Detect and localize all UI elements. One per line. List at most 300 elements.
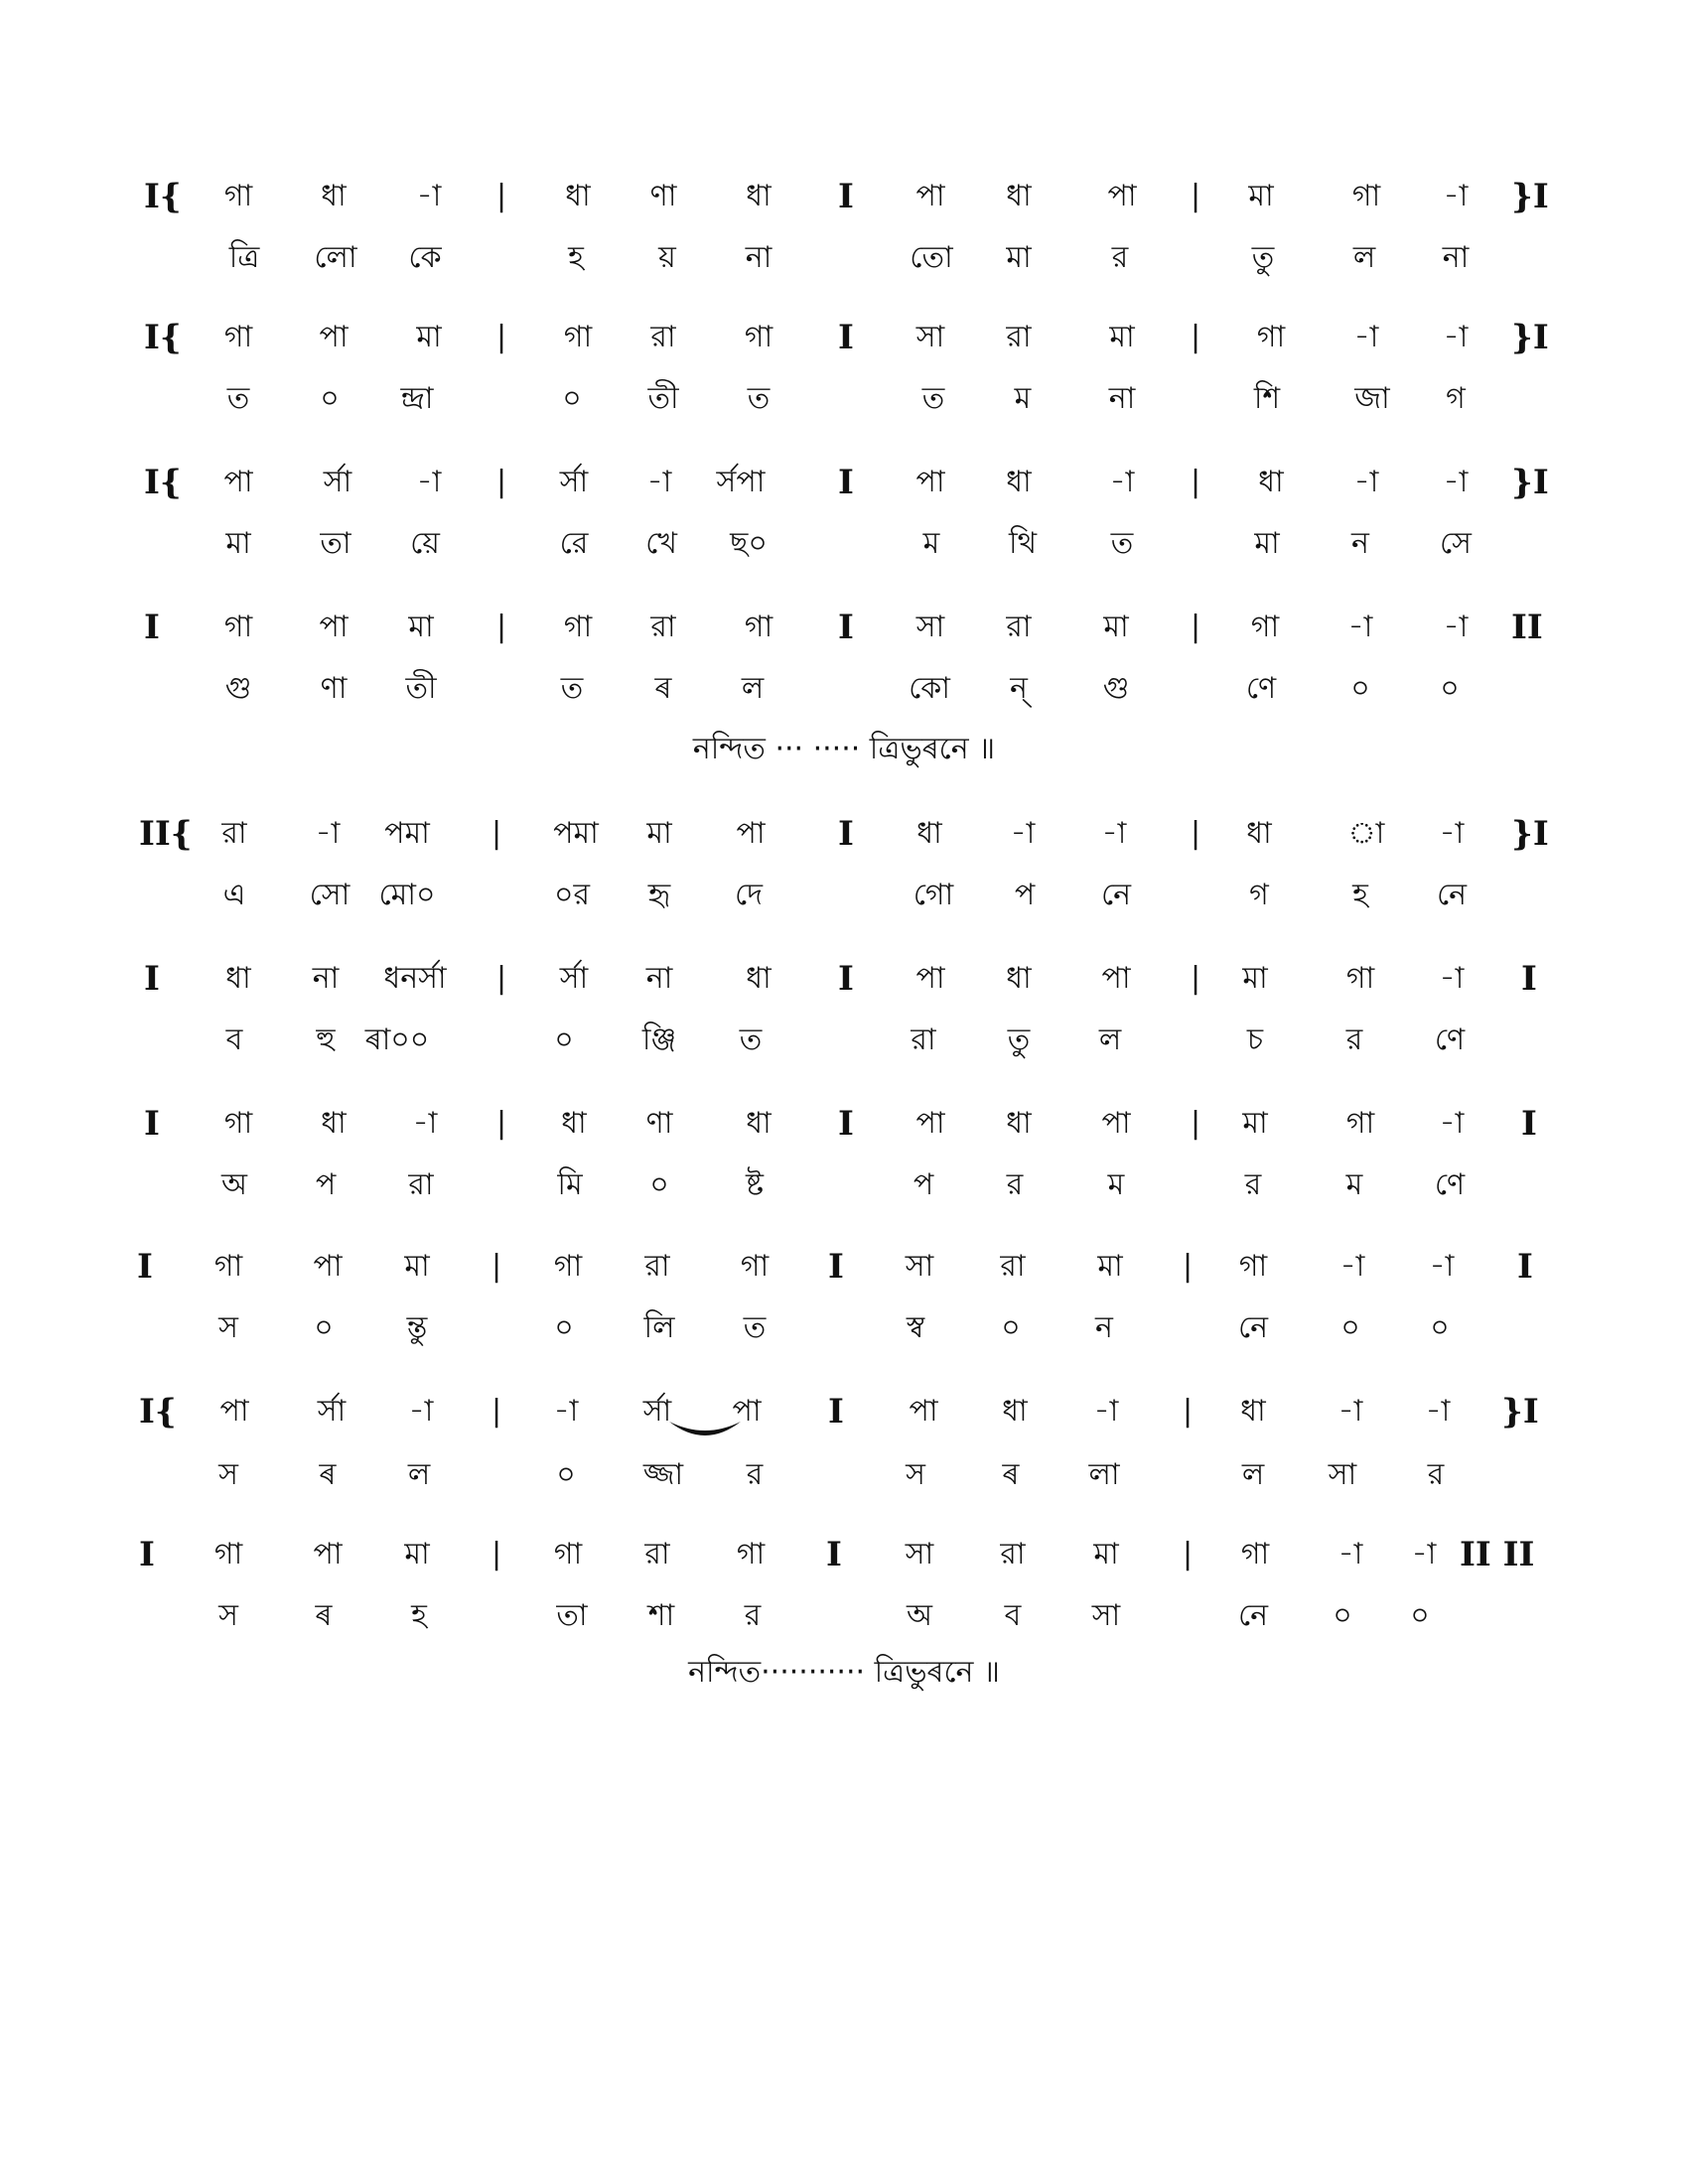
note: গা (213, 1249, 243, 1284)
beat-bar: | (1190, 1106, 1201, 1141)
lyric-syllable: ম (1107, 1167, 1125, 1202)
note: ধা (1240, 1394, 1266, 1429)
note: ধা (1002, 1394, 1028, 1429)
lyric-syllable: ০র (553, 878, 590, 912)
lyric-row (0, 1011, 1688, 1070)
section-end-bar: }I (1511, 814, 1549, 854)
note: পা (732, 1394, 762, 1429)
note: -া (1439, 816, 1465, 851)
beat-bar: | (495, 179, 507, 213)
beat-bar: | (495, 610, 507, 644)
lyric-syllable: ত (921, 381, 945, 416)
note: -া (1353, 320, 1379, 354)
note: গা (1238, 1249, 1268, 1284)
lyric-syllable: অ (907, 1598, 932, 1633)
note: পা (1101, 961, 1131, 996)
note: -া (1347, 610, 1373, 644)
lyric-syllable: রা (911, 1023, 936, 1057)
refrain-line: নন্দিত··········· ত্রিভুৰনে ॥ (688, 1655, 1000, 1690)
note: পমা (553, 816, 599, 851)
lyric-syllable: ০ (554, 1023, 574, 1057)
lyric-syllable: ম (1014, 381, 1032, 416)
lyric-syllable: ত (743, 1310, 767, 1345)
lyric-syllable: জা (1354, 381, 1390, 416)
note: ধা (746, 1106, 772, 1141)
note: -া (1429, 1249, 1455, 1284)
lyric-syllable: ৰ (654, 671, 672, 706)
note: সা (915, 320, 945, 354)
section-start-bar: I{ (144, 177, 182, 216)
beat-bar: | (1190, 320, 1201, 354)
note-row (0, 949, 1688, 1009)
note: ণা (645, 1106, 673, 1141)
lyric-syllable: মা (225, 526, 251, 561)
lyric-syllable: র (744, 1598, 762, 1633)
note: গা (563, 320, 593, 354)
note: পা (319, 320, 349, 354)
note: রা (1000, 1537, 1026, 1571)
note: র্সা (317, 1394, 347, 1429)
lyric-syllable: ০ (314, 1310, 334, 1345)
lyric-syllable: ল (1098, 1023, 1122, 1057)
lyric-syllable: প (913, 1167, 934, 1202)
note: -া (1443, 320, 1469, 354)
section-end-bar: II (1511, 608, 1543, 647)
lyric-syllable: ০ (1001, 1310, 1021, 1345)
lyric-syllable: তা (320, 526, 352, 561)
section-start-bar: I (144, 1104, 160, 1144)
lyric-syllable: কো (909, 671, 950, 706)
lyric-syllable: ত (226, 381, 250, 416)
note: গা (223, 610, 253, 644)
lyric-syllable: য় (658, 240, 676, 275)
note: ধা (746, 961, 772, 996)
note: গা (744, 610, 774, 644)
note: মা (646, 816, 672, 851)
lyric-syllable: ০ (562, 381, 582, 416)
lyric-syllable: র (1006, 1167, 1024, 1202)
lyric-syllable: ম (1345, 1167, 1363, 1202)
note: পা (313, 1537, 343, 1571)
note: র্সা (559, 961, 589, 996)
note: গা (1240, 1537, 1270, 1571)
lyric-syllable: ৰ (1002, 1457, 1020, 1492)
section-end-bar: }I (1511, 177, 1549, 216)
lyric-syllable: ত (747, 381, 771, 416)
note: রা (650, 320, 676, 354)
lyric-syllable: নে (1237, 1310, 1269, 1345)
section-start-bar: I (144, 608, 160, 647)
note: -া (1411, 1537, 1437, 1571)
lyric-syllable: ত (1110, 526, 1134, 561)
beat-bar: | (495, 320, 507, 354)
note: পমা (384, 816, 430, 851)
lyric-syllable: র (746, 1457, 764, 1492)
note: মা (1248, 179, 1274, 213)
lyric-syllable: সা (1328, 1457, 1357, 1492)
note: গা (223, 320, 253, 354)
measure-bar: I (838, 177, 854, 216)
note: -া (1443, 610, 1469, 644)
note: -া (412, 1106, 438, 1141)
note: -া (315, 816, 341, 851)
note: -া (1439, 1106, 1465, 1141)
note: পা (736, 816, 766, 851)
lyric-syllable: সো (309, 878, 351, 912)
lyric-syllable: ০ (649, 1167, 669, 1202)
note: র্সপা (716, 465, 766, 499)
note: রা (644, 1537, 670, 1571)
section-end-bar: I (1517, 1247, 1533, 1287)
measure-bar: I (838, 608, 854, 647)
note: -া (553, 1394, 579, 1429)
section-start-bar: II{ (139, 814, 193, 854)
lyric-syllable: মা (1006, 240, 1032, 275)
lyric-syllable: চ (1246, 1023, 1264, 1057)
lyric-syllable: স (218, 1457, 238, 1492)
lyric-syllable: মো০ (378, 878, 436, 912)
lyric-syllable: রা (408, 1167, 434, 1202)
lyric-syllable: নে (1100, 878, 1132, 912)
note: -া (1443, 465, 1469, 499)
note: ধা (1006, 465, 1032, 499)
lyric-syllable: জ্জা (642, 1457, 684, 1492)
lyric-syllable: শি (1253, 381, 1281, 416)
note: রা (644, 1249, 670, 1284)
lyric-syllable: ০ (1440, 671, 1460, 706)
note: -া (1109, 465, 1135, 499)
note: পা (915, 465, 945, 499)
lyric-syllable: লি (643, 1310, 675, 1345)
note: মা (1242, 961, 1268, 996)
note: পা (219, 1394, 249, 1429)
lyric-syllable: ০ (320, 381, 340, 416)
note: মা (1109, 320, 1135, 354)
lyric-syllable: গু (224, 671, 252, 706)
note: গা (744, 320, 774, 354)
note: গা (1351, 179, 1381, 213)
note: গা (1250, 610, 1280, 644)
note: রা (1000, 1249, 1026, 1284)
beat-bar: | (491, 1537, 502, 1571)
beat-bar: | (1182, 1394, 1194, 1429)
section-start-bar: I (144, 959, 160, 999)
note: গা (736, 1537, 766, 1571)
note: পা (915, 1106, 945, 1141)
note: রা (1006, 320, 1032, 354)
lyric-syllable: হৃ (647, 878, 671, 912)
beat-bar: | (495, 961, 507, 996)
lyric-syllable: কে (408, 240, 442, 275)
note: গা (223, 1106, 253, 1141)
measure-bar: I (826, 1535, 842, 1574)
lyric-syllable: র (1111, 240, 1129, 275)
lyric-syllable: মা (1254, 526, 1280, 561)
lyric-syllable: ণা (320, 671, 348, 706)
note-row (0, 1525, 1688, 1584)
note: গা (740, 1249, 770, 1284)
lyric-syllable: য়ে (410, 526, 440, 561)
note: গা (553, 1537, 583, 1571)
lyric-syllable: না (1442, 240, 1470, 275)
lyric-syllable: ত (739, 1023, 763, 1057)
note: া (1347, 816, 1385, 851)
section-start-bar: I{ (139, 1392, 177, 1432)
lyric-syllable: ল (1352, 240, 1376, 275)
note: গা (1345, 1106, 1375, 1141)
note: না (312, 961, 340, 996)
note: -া (1353, 465, 1379, 499)
note: সা (905, 1249, 934, 1284)
note: গা (553, 1249, 583, 1284)
lyric-row (0, 1298, 1688, 1358)
lyric-syllable: ছ০ (730, 526, 768, 561)
note: র্সা (642, 1394, 672, 1429)
note: ধা (1258, 465, 1284, 499)
lyric-syllable: না (745, 240, 773, 275)
note: মা (1093, 1537, 1119, 1571)
lyric-syllable: স (218, 1598, 238, 1633)
note: গা (1345, 961, 1375, 996)
note: মা (404, 1537, 430, 1571)
note: র্সা (559, 465, 589, 499)
lyric-syllable: ন্দ্রা (400, 381, 434, 416)
note: গা (213, 1537, 243, 1571)
lyric-syllable: হ (1352, 878, 1368, 912)
lyric-syllable: তী (405, 671, 437, 706)
note: -া (408, 1394, 434, 1429)
lyric-syllable: ণে (1434, 1023, 1466, 1057)
lyric-syllable: ণে (1245, 671, 1277, 706)
measure-bar: I (838, 463, 854, 502)
note-row (0, 598, 1688, 657)
lyric-row (0, 369, 1688, 429)
lyric-syllable: প (315, 1167, 337, 1202)
lyric-row (0, 659, 1688, 719)
note-row (0, 1094, 1688, 1154)
lyric-syllable: ০ (1410, 1598, 1430, 1633)
section-end-bar: I (1521, 959, 1537, 999)
lyric-syllable: রে (559, 526, 589, 561)
lyric-row (0, 228, 1688, 288)
lyric-syllable: ব (1004, 1598, 1022, 1633)
note-row (0, 1382, 1688, 1441)
note: -া (1337, 1394, 1363, 1429)
note-row (0, 167, 1688, 226)
lyric-syllable: তু (1251, 240, 1275, 275)
beat-bar: | (1190, 961, 1201, 996)
note: রা (221, 816, 247, 851)
beat-bar: | (495, 1106, 507, 1141)
note: ধা (1006, 1106, 1032, 1141)
beat-bar: | (1190, 465, 1201, 499)
lyric-syllable: ০ (1333, 1598, 1352, 1633)
lyric-syllable: গু (1102, 671, 1130, 706)
note: পা (1107, 179, 1137, 213)
note: ধা (565, 179, 591, 213)
lyric-syllable: ণে (1434, 1167, 1466, 1202)
note: মা (1242, 1106, 1268, 1141)
lyric-syllable: ০ (1350, 671, 1370, 706)
lyric-syllable: নে (1436, 878, 1468, 912)
note: -া (1425, 1394, 1451, 1429)
note: -া (1101, 816, 1127, 851)
lyric-syllable: নে (1237, 1598, 1269, 1633)
lyric-syllable: শা (647, 1598, 675, 1633)
lyric-syllable: তী (647, 381, 679, 416)
lyric-row (0, 1156, 1688, 1215)
lyric-syllable: প (1014, 878, 1036, 912)
measure-bar: I (828, 1392, 844, 1432)
section-end-bar: II II (1460, 1535, 1535, 1574)
lyric-syllable: গ (1249, 878, 1269, 912)
lyric-syllable: ৰ (315, 1598, 333, 1633)
lyric-syllable: হ (568, 240, 584, 275)
note: মা (416, 320, 442, 354)
measure-bar: I (828, 1247, 844, 1287)
note: ধা (1006, 179, 1032, 213)
refrain-line: নন্দিত ··· ····· ত্রিভুৰনে ॥ (692, 732, 996, 766)
lyric-syllable: ৰ (319, 1457, 337, 1492)
note-row (0, 453, 1688, 512)
lyric-syllable: সা (1091, 1598, 1121, 1633)
lyric-syllable: ০ (1430, 1310, 1450, 1345)
lyric-syllable: ন (1351, 526, 1369, 561)
lyric-syllable: ল (1241, 1457, 1265, 1492)
note: মা (404, 1249, 430, 1284)
beat-bar: | (1182, 1249, 1194, 1284)
lyric-syllable: ০ (554, 1310, 574, 1345)
beat-bar: | (491, 1394, 502, 1429)
lyric-syllable: ন্তু (406, 1310, 428, 1345)
note: না (645, 961, 673, 996)
lyric-syllable: র (1427, 1457, 1445, 1492)
lyric-syllable: এ (222, 878, 246, 912)
lyric-syllable: ০ (556, 1457, 576, 1492)
lyric-syllable: স (906, 1457, 925, 1492)
note: ধা (916, 816, 942, 851)
beat-bar: | (491, 1249, 502, 1284)
lyric-syllable: তু (1007, 1023, 1031, 1057)
lyric-syllable: লো (314, 240, 357, 275)
beat-bar: | (491, 816, 502, 851)
lyric-syllable: ত্রি (228, 240, 260, 275)
note: ধনর্সা (383, 961, 447, 996)
section-end-bar: }I (1511, 318, 1549, 357)
note: -া (1339, 1249, 1365, 1284)
beat-bar: | (1190, 816, 1201, 851)
lyric-syllable: থি (1008, 526, 1037, 561)
note: পা (223, 465, 253, 499)
lyric-syllable: গো (913, 878, 954, 912)
lyric-syllable: লা (1088, 1457, 1120, 1492)
section-end-bar: }I (1511, 463, 1549, 502)
note: ধা (321, 1106, 347, 1141)
note: ধা (1006, 961, 1032, 996)
lyric-syllable: ন্ (1010, 671, 1028, 706)
note: -া (646, 465, 672, 499)
note: ধা (1246, 816, 1272, 851)
note: ধা (746, 179, 772, 213)
lyric-syllable: খে (645, 526, 677, 561)
lyric-syllable: স (218, 1310, 238, 1345)
note: -া (1093, 1394, 1119, 1429)
lyric-syllable: সে (1440, 526, 1472, 561)
lyric-syllable: ন (1095, 1310, 1113, 1345)
lyric-syllable: ম (922, 526, 940, 561)
note: -া (1443, 179, 1469, 213)
note: গা (563, 610, 593, 644)
note: ণা (649, 179, 677, 213)
lyric-syllable: ব (225, 1023, 243, 1057)
measure-bar: I (838, 814, 854, 854)
note-row (0, 804, 1688, 864)
lyric-syllable: ল (407, 1457, 431, 1492)
lyric-syllable: ল (741, 671, 765, 706)
note-row (0, 308, 1688, 367)
note: পা (319, 610, 349, 644)
lyric-syllable: র (1345, 1023, 1363, 1057)
section-end-bar: I (1521, 1104, 1537, 1144)
lyric-syllable: হু (316, 1023, 336, 1057)
note: -া (416, 179, 442, 213)
note: গা (223, 179, 253, 213)
note: -া (1439, 961, 1465, 996)
note: র্সা (323, 465, 352, 499)
lyric-syllable: হ (411, 1598, 427, 1633)
beat-bar: | (1190, 610, 1201, 644)
note: পা (915, 961, 945, 996)
lyric-syllable: র (1244, 1167, 1262, 1202)
note: পা (915, 179, 945, 213)
note: মা (1103, 610, 1129, 644)
note-row (0, 1237, 1688, 1297)
note: -া (1010, 816, 1036, 851)
lyric-syllable: স্ব (906, 1310, 925, 1345)
note: পা (1101, 1106, 1131, 1141)
lyric-row (0, 1586, 1688, 1646)
measure-bar: I (838, 1104, 854, 1144)
measure-bar: I (838, 959, 854, 999)
section-start-bar: I (139, 1535, 155, 1574)
note: মা (408, 610, 434, 644)
note: ধা (225, 961, 251, 996)
note: ধা (561, 1106, 587, 1141)
slur-mark (665, 1418, 745, 1447)
beat-bar: | (1190, 179, 1201, 213)
measure-bar: I (838, 318, 854, 357)
note: সা (905, 1537, 934, 1571)
lyric-syllable: তো (910, 240, 953, 275)
note: রা (1006, 610, 1032, 644)
lyric-syllable: তা (556, 1598, 588, 1633)
lyric-syllable: গ (1446, 381, 1466, 416)
beat-bar: | (495, 465, 507, 499)
note: গা (1256, 320, 1286, 354)
lyric-syllable: অ (221, 1167, 247, 1202)
lyric-syllable: ৰা০০ (364, 1023, 430, 1057)
lyric-syllable: ঞ্জি (641, 1023, 677, 1057)
section-start-bar: I{ (144, 463, 182, 502)
section-end-bar: }I (1501, 1392, 1539, 1432)
beat-bar: | (1182, 1537, 1194, 1571)
lyric-syllable: ত (560, 671, 584, 706)
section-start-bar: I{ (144, 318, 182, 357)
section-start-bar: I (137, 1247, 153, 1287)
lyric-syllable: মি (557, 1167, 583, 1202)
note: ধা (321, 179, 347, 213)
note: -া (416, 465, 442, 499)
